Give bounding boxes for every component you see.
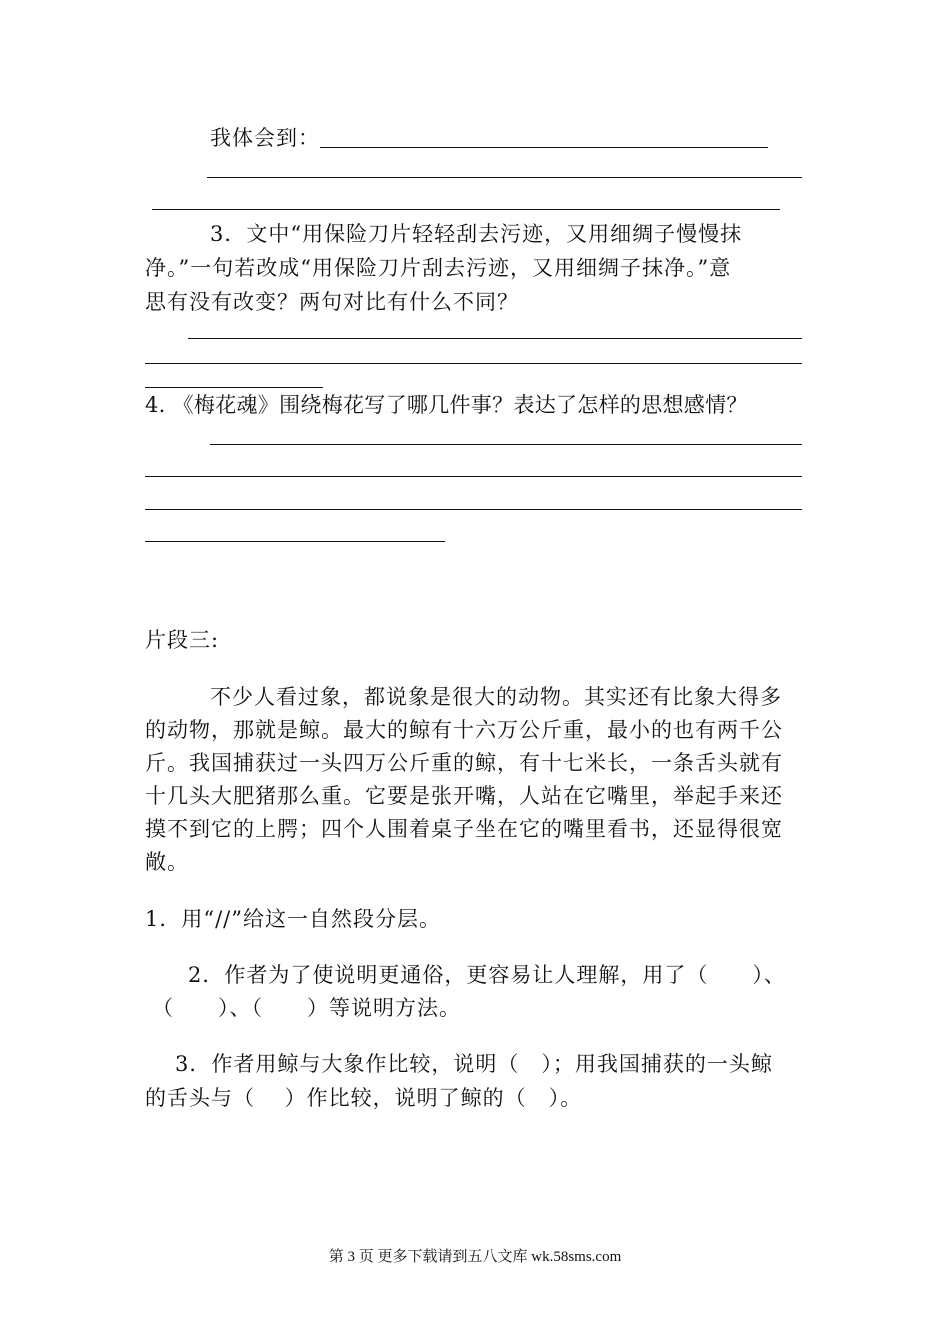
answer-line[interactable] bbox=[152, 209, 780, 210]
answer-line[interactable] bbox=[145, 476, 802, 477]
section-question-3-line-1: 3．作者用鲸与大象作比较，说明（ ）；用我国捕获的一头鲸 bbox=[175, 1052, 773, 1076]
answer-prompt: 我体会到： bbox=[210, 126, 320, 150]
answer-line[interactable] bbox=[207, 177, 802, 178]
passage-line-2: 的动物，那就是鲸。最大的鲸有十六万公斤重，最小的也有两千公 bbox=[145, 718, 783, 742]
answer-line[interactable] bbox=[145, 509, 802, 510]
page-footer: 第 3 页 更多下载请到五八文库 wk.58sms.com bbox=[328, 1249, 622, 1265]
answer-line[interactable] bbox=[145, 387, 323, 388]
section-question-1: 1．用“//”给这一自然段分层。 bbox=[145, 907, 441, 931]
question-3-line-3: 思有没有改变？两句对比有什么不同？ bbox=[145, 290, 519, 314]
answer-line[interactable] bbox=[188, 338, 802, 339]
question-3-line-1: 3．文中“用保险刀片轻轻刮去污迹，又用细绸子慢慢抹 bbox=[210, 222, 743, 246]
passage-line-1: 不少人看过象，都说象是很大的动物。其实还有比象大得多 bbox=[210, 685, 782, 709]
passage-line-3: 斤。我国捕获过一头四万公斤重的鲸，有十七米长，一条舌头就有 bbox=[145, 751, 783, 775]
passage-line-5: 摸不到它的上腭；四个人围着桌子坐在它的嘴里看书，还显得很宽 bbox=[145, 817, 783, 841]
section-question-3-line-2: 的舌头与（ ）作比较，说明了鲸的（ ）。 bbox=[145, 1086, 583, 1110]
passage-line-6: 敞。 bbox=[145, 850, 189, 874]
answer-line[interactable] bbox=[320, 147, 768, 148]
answer-line[interactable] bbox=[210, 444, 802, 445]
section-question-2-line-1: 2．作者为了使说明更通俗，更容易让人理解，用了（ ）、 bbox=[188, 963, 786, 987]
question-3-line-2: 净。”一句若改成“用保险刀片刮去污迹，又用细绸子抹净。”意 bbox=[145, 256, 732, 280]
answer-line[interactable] bbox=[145, 363, 802, 364]
question-4: 4. 《梅花魂》围绕梅花写了哪几件事？表达了怎样的思想感情？ bbox=[145, 393, 748, 417]
section-question-2-line-2: （ ）、（ ）等说明方法。 bbox=[152, 996, 461, 1020]
section-title: 片段三: bbox=[145, 628, 220, 652]
answer-line[interactable] bbox=[145, 541, 445, 542]
passage-line-4: 十几头大肥猪那么重。它要是张开嘴，人站在它嘴里，举起手来还 bbox=[145, 784, 783, 808]
